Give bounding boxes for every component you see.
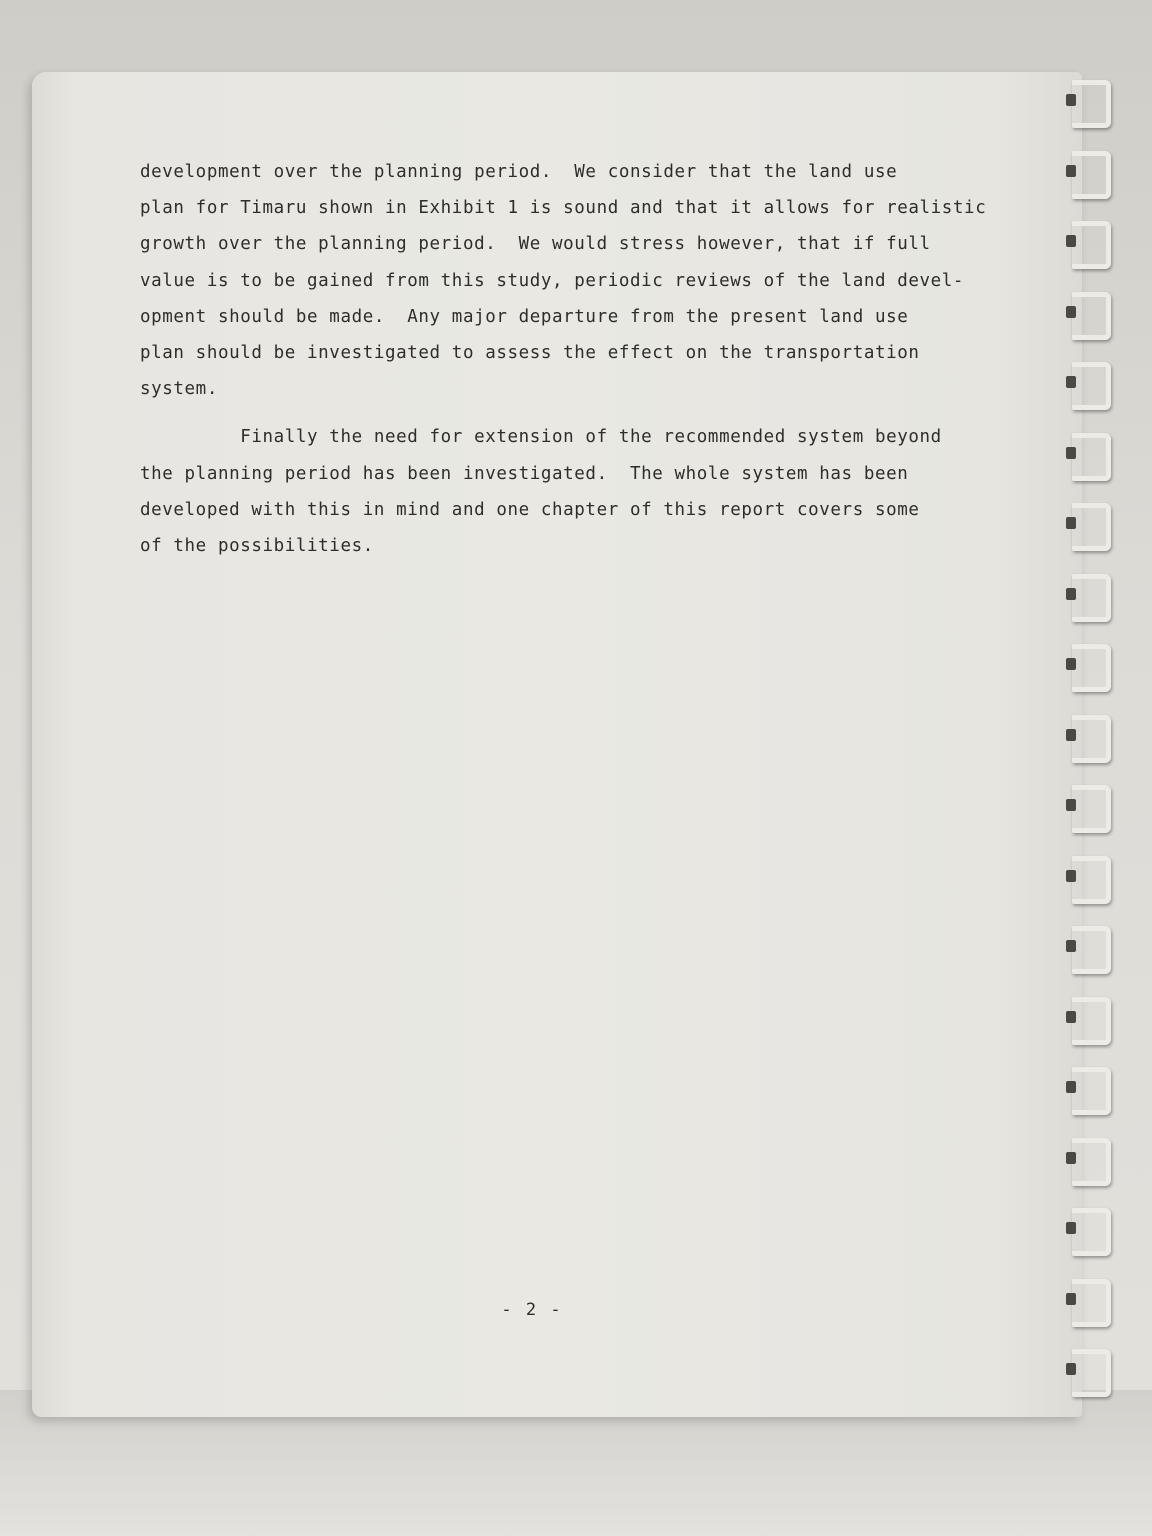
- text-line: Finally the need for extension of the recommended system beyond: [140, 427, 942, 448]
- binding-coil: [1072, 715, 1111, 763]
- punch-hole: [1066, 1363, 1076, 1375]
- punch-hole: [1066, 870, 1076, 882]
- punch-hole: [1066, 376, 1076, 388]
- punch-hole: [1066, 306, 1076, 318]
- punch-hole: [1066, 165, 1076, 177]
- page-text-body: [140, 154, 987, 564]
- binding-coil: [1072, 151, 1111, 199]
- binding-coil: [1072, 1138, 1111, 1186]
- page-number: - 2 -: [501, 1300, 563, 1320]
- text-line: system.: [140, 379, 218, 400]
- binding-coil: [1072, 292, 1111, 340]
- spiral-binding: [1072, 60, 1132, 1430]
- punch-hole: [1066, 517, 1076, 529]
- binding-coil: [1072, 362, 1111, 410]
- binding-coil: [1072, 856, 1111, 904]
- punch-hole: [1066, 1222, 1076, 1234]
- binding-coil: [1072, 926, 1111, 974]
- binding-coil: [1072, 644, 1111, 692]
- binding-coil: [1072, 221, 1111, 269]
- binding-coil: [1072, 997, 1111, 1045]
- binding-coil: [1072, 1208, 1111, 1256]
- text-line: value is to be gained from this study, periodic reviews of the land devel-: [140, 270, 965, 291]
- punch-hole: [1066, 588, 1076, 600]
- binding-coil: [1072, 80, 1111, 128]
- punch-hole: [1066, 1293, 1076, 1305]
- text-line: developed with this in mind and one chapter of this report covers some: [140, 499, 920, 520]
- text-line: plan for Timaru shown in Exhibit 1 is sound and that it allows for realistic: [140, 198, 987, 219]
- paragraph-2: [140, 419, 960, 564]
- binding-coil: [1072, 1349, 1111, 1397]
- binding-coil: [1072, 1279, 1111, 1327]
- text-line: growth over the planning period. We would stress however, that if full: [140, 234, 931, 255]
- binding-coil: [1072, 574, 1111, 622]
- punch-hole: [1066, 658, 1076, 670]
- punch-hole: [1066, 1152, 1076, 1164]
- punch-hole: [1066, 1081, 1076, 1093]
- paragraph-1: [140, 154, 987, 407]
- binding-coil: [1072, 1067, 1111, 1115]
- punch-hole: [1066, 799, 1076, 811]
- text-line: opment should be made. Any major departure from the present land use: [140, 306, 909, 327]
- punch-hole: [1066, 729, 1076, 741]
- text-line: development over the planning period. We consider that the land use: [140, 162, 898, 182]
- binding-coil: [1072, 785, 1111, 833]
- punch-hole: [1066, 940, 1076, 952]
- text-line: the planning period has been investigated. The whole system has been: [140, 463, 909, 484]
- punch-hole: [1066, 447, 1076, 459]
- punch-hole: [1066, 1011, 1076, 1023]
- text-line: plan should be investigated to assess the effect on the transportation: [140, 343, 920, 364]
- document-page: [32, 72, 1082, 1417]
- binding-coil: [1072, 503, 1111, 551]
- punch-hole: [1066, 94, 1076, 106]
- text-line: of the possibilities.: [140, 536, 374, 557]
- punch-hole: [1066, 235, 1076, 247]
- binding-coil: [1072, 433, 1111, 481]
